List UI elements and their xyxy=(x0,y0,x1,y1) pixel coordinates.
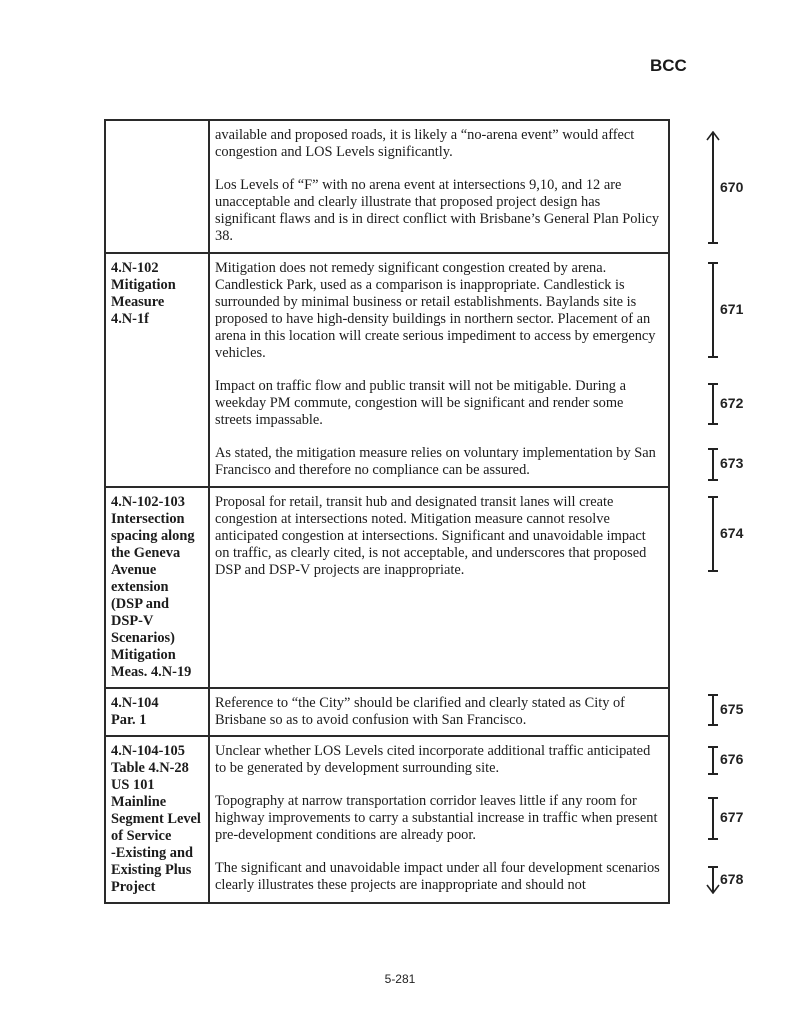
bracket-cap xyxy=(708,570,718,572)
section-reference-line: Existing Plus xyxy=(111,862,192,878)
section-reference-line: Mitigation xyxy=(111,277,176,293)
bracket-cap xyxy=(708,262,718,264)
comment-text-cell xyxy=(209,120,669,253)
section-reference-cell xyxy=(105,736,209,903)
comment-paragraph: Topography at narrow transportation corridor leaves little if any room for highway improvements to carry a substantial increase in traffic when present pre-development conditions are already poor. xyxy=(215,793,658,843)
comment-paragraph: The significant and unavoidable impact under all four development scenarios clearly illustrates these projects are inappropriate and should not xyxy=(215,860,660,893)
comment-text-cell xyxy=(209,736,669,903)
comment-paragraph: As stated, the mitigation measure relies on voluntary implementation by San Francisco and therefore no compliance can be assured. xyxy=(215,445,656,478)
section-reference-line: Segment Level xyxy=(111,811,201,827)
bracket-line xyxy=(712,132,714,243)
comment-number-label: 678 xyxy=(720,870,744,887)
comment-text-cell xyxy=(209,253,669,487)
section-reference-line: Project xyxy=(111,879,156,895)
arrow-up-icon xyxy=(706,131,720,141)
section-reference-line: Table 4.N-28 xyxy=(111,760,189,776)
table-row xyxy=(105,487,669,688)
section-reference-line: Meas. 4.N-19 xyxy=(111,664,192,680)
section-reference-cell xyxy=(105,120,209,253)
section-reference-line: Mainline xyxy=(111,794,167,810)
section-reference-line: (DSP and xyxy=(111,596,169,612)
section-reference-line: 4.N-102-103 xyxy=(111,494,185,510)
bracket-cap xyxy=(708,866,718,868)
arrow-down-icon xyxy=(706,884,720,894)
section-reference-cell xyxy=(105,253,209,487)
comment-number-label: 674 xyxy=(720,524,744,541)
comment-text-cell xyxy=(209,688,669,736)
table-row xyxy=(105,120,669,253)
bracket-cap xyxy=(708,838,718,840)
section-reference-line: US 101 xyxy=(111,777,155,793)
section-reference-line: Scenarios) xyxy=(111,630,175,646)
section-reference-line: 4.N-102 xyxy=(111,260,159,276)
comment-number-label: 671 xyxy=(720,300,744,317)
table-row xyxy=(105,736,669,903)
section-reference-line: Avenue xyxy=(111,562,157,578)
comment-number-label: 675 xyxy=(720,700,744,717)
comment-paragraph: available and proposed roads, it is likely a “no-arena event” would affect congestion and LOS Levels significantly. xyxy=(215,127,635,160)
section-reference-line: Mitigation xyxy=(111,647,176,663)
section-reference-line: DSP-V xyxy=(111,613,154,629)
comment-table xyxy=(104,119,670,904)
bracket-cap xyxy=(708,773,718,775)
table-row xyxy=(105,688,669,736)
comment-number-label: 670 xyxy=(720,178,744,195)
bracket-cap xyxy=(708,383,718,385)
bracket-cap xyxy=(708,479,718,481)
section-reference-line: Par. 1 xyxy=(111,712,147,728)
bracket-line xyxy=(712,694,714,725)
comment-number-label: 672 xyxy=(720,394,744,411)
bracket-line xyxy=(712,448,714,480)
section-reference-line: 4.N-104-105 xyxy=(111,743,185,759)
section-reference-line: Intersection xyxy=(111,511,185,527)
bracket-cap xyxy=(708,746,718,748)
bracket-line xyxy=(712,383,714,424)
bracket-line xyxy=(712,797,714,839)
section-reference-line: 4.N-1f xyxy=(111,311,149,327)
comment-number-label: 676 xyxy=(720,751,744,767)
comment-number-label: 673 xyxy=(720,455,744,471)
bracket-cap xyxy=(708,448,718,450)
table-row xyxy=(105,253,669,487)
section-reference-line: the Geneva xyxy=(111,545,181,561)
page-number: 5-281 xyxy=(384,972,416,986)
bracket-line xyxy=(712,496,714,571)
document-code: BCC xyxy=(650,56,687,75)
section-reference-line: -Existing and xyxy=(111,845,193,861)
bracket-cap xyxy=(708,694,718,696)
bracket-cap xyxy=(708,797,718,799)
comment-paragraph: Impact on traffic flow and public transit will not be mitigable. During a weekday PM commute, congestion will be significant and render some streets impassable. xyxy=(215,378,626,428)
bracket-cap xyxy=(708,242,718,244)
section-reference-line: spacing along xyxy=(111,528,195,544)
section-reference-cell xyxy=(105,487,209,688)
comment-paragraph: Mitigation does not remedy significant congestion created by arena. Candlestick Park, used as a comparison is inappropriate. Candlestick is surrounded by minimal business or retail establishments. Baylands site is proposed to have high-density buildings in northern sector. Placement of an arena in this location will create serious impediment to access by emergency vehicles. xyxy=(215,260,656,361)
bracket-line xyxy=(712,262,714,357)
comment-paragraph: Los Levels of “F” with no arena event at intersections 9,10, and 12 are unacceptable and clearly illustrate that proposed project design has significant flaws and is in direct conflict with Brisbane’s General Plan Policy 38. xyxy=(215,177,660,244)
comment-text-cell xyxy=(209,487,669,688)
comment-paragraph: Proposal for retail, transit hub and designated transit lanes will create congestion at intersections noted. Mitigation measure cannot resolve anticipated congestion at intersections. Significant and unavoidable impact on traffic, as clearly cited, is not acceptable, and underscores that proposed DSP and DSP-V projects are inappropriate. xyxy=(215,494,647,578)
section-reference-line: extension xyxy=(111,579,169,595)
comment-paragraph: Unclear whether LOS Levels cited incorporate additional traffic anticipated to be generated by development surrounding site. xyxy=(215,743,651,776)
bracket-cap xyxy=(708,496,718,498)
section-reference-cell xyxy=(105,688,209,736)
section-reference-line: of Service xyxy=(111,828,172,844)
comment-paragraph: Reference to “the City” should be clarified and clearly stated as City of Brisbane so as to avoid confusion with San Francisco. xyxy=(215,695,625,728)
bracket-cap xyxy=(708,724,718,726)
comment-number-label: 677 xyxy=(720,809,744,825)
bracket-cap xyxy=(708,356,718,358)
bracket-line xyxy=(712,746,714,774)
bracket-cap xyxy=(708,423,718,425)
section-reference-line: Measure xyxy=(111,294,165,310)
bracket-line xyxy=(712,866,714,893)
section-reference-line: 4.N-104 xyxy=(111,695,159,711)
